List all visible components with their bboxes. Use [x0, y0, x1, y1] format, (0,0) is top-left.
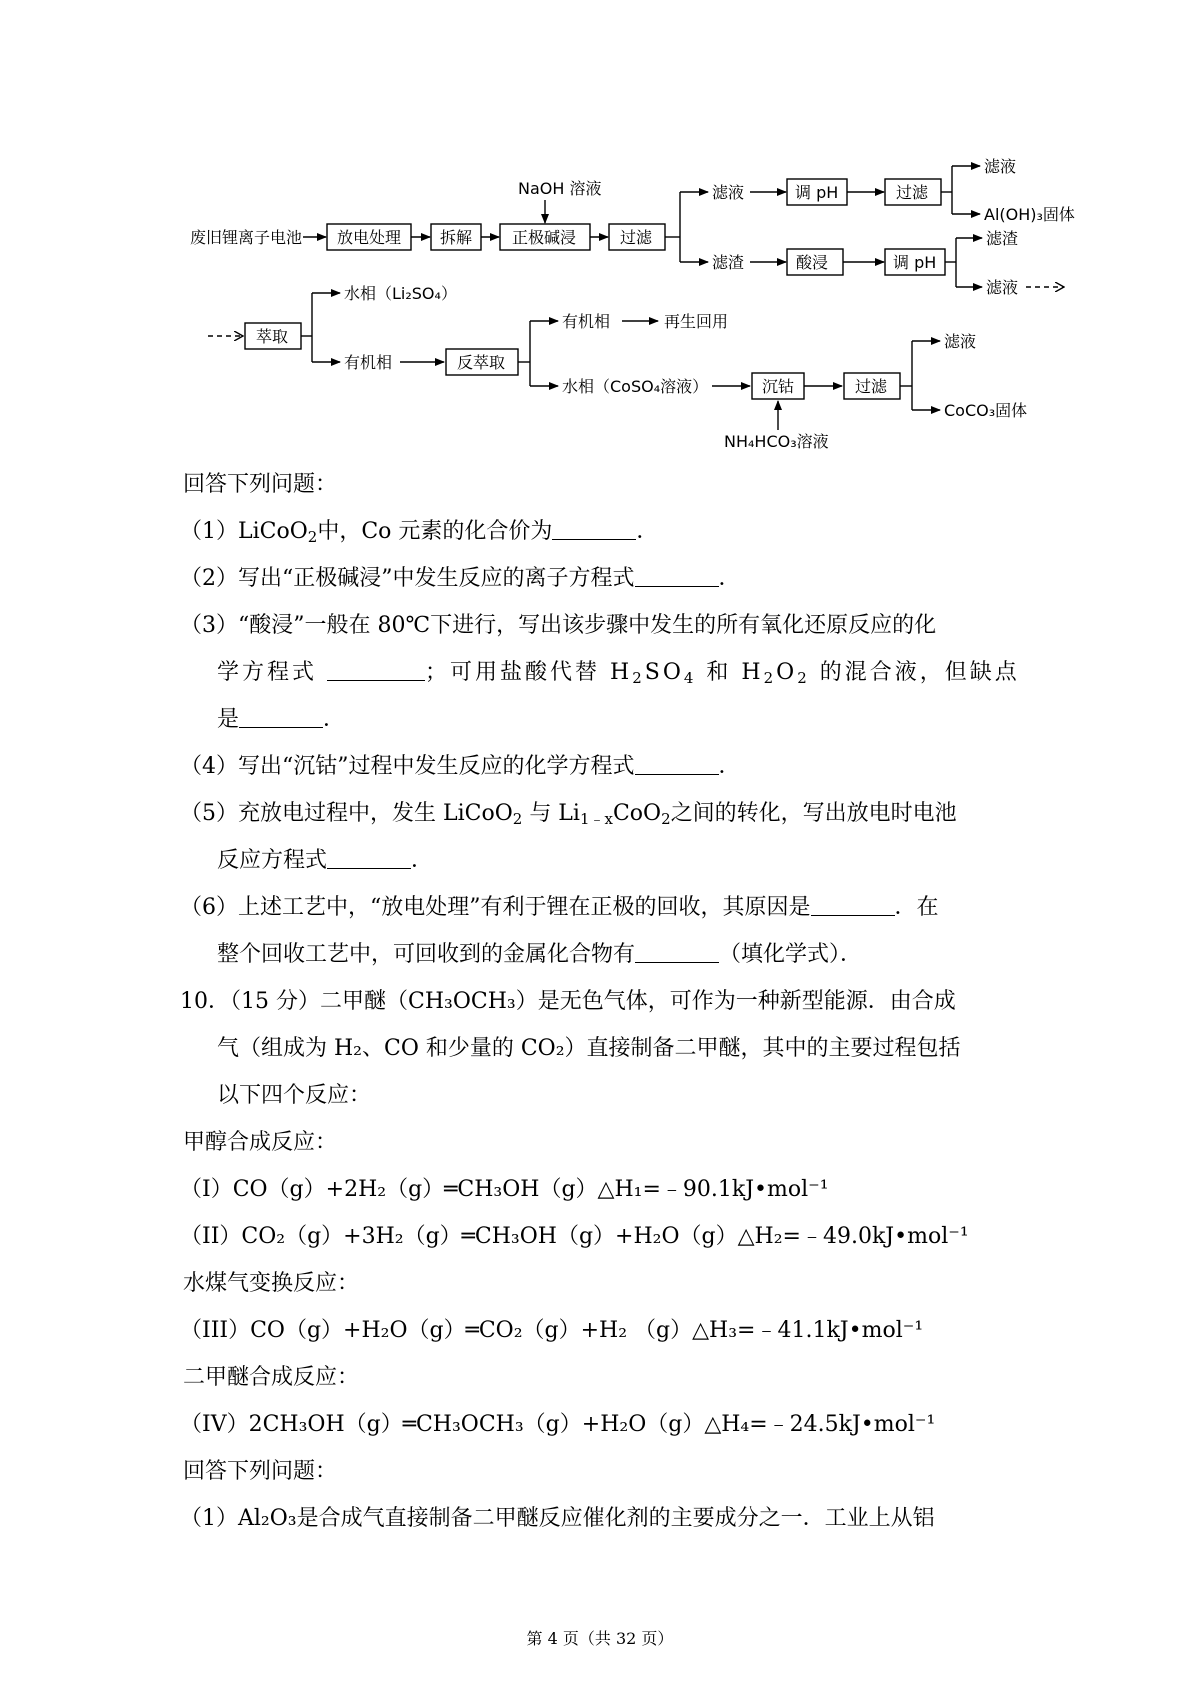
question-5-line2: 反应方程式 ．: [217, 848, 434, 873]
reaction-4: （IV）2CH₃OH（g）═CH₃OCH₃（g）+H₂O（g）△H₄=﹣24.5kJ•mol⁻¹: [180, 1412, 936, 1437]
question-10-line3: 以下四个反应：: [217, 1083, 372, 1108]
flow-naoh: NaOH 溶液: [518, 179, 602, 198]
flow-out-filtrate2: 滤液: [986, 278, 1019, 297]
question-3-line2: 学方程式 ；可用盐酸代替 $H_2SO_4$ 和 $H_2O_2$ 的混合液，但缺点: [217, 660, 1020, 687]
question-10-1: （1）Al₂O₃是合成气直接制备二甲醚反应催化剂的主要成分之一．工业上从铝: [180, 1506, 935, 1531]
flow-precip-co: 沉钴: [762, 377, 795, 396]
flow-out-aloh3: Al(OH)₃固体: [984, 205, 1075, 224]
flow-acid-leach: 酸浸: [796, 253, 829, 272]
answer-blank[interactable]: [635, 754, 719, 775]
dme-title: 二甲醚合成反应：: [183, 1365, 360, 1390]
flow-residue1: 滤渣: [712, 253, 745, 272]
question-10-line1: 10．（15 分）二甲醚（CH₃OCH₃）是无色气体，可作为一种新型能源．由合成: [180, 989, 956, 1014]
question-3-line3: 是 ．: [217, 707, 346, 732]
answer-blank[interactable]: [811, 895, 895, 916]
reaction-3: （III）CO（g）+H₂O（g）═CO₂（g）+H₂ （g）△H₃=﹣41.1kJ•mol⁻¹: [180, 1318, 924, 1343]
flow-step2: 拆解: [440, 228, 473, 247]
flow-adjph2: 调 pH: [893, 253, 937, 272]
flow-nh4hco3: NH₄HCO₃溶液: [724, 432, 829, 451]
question-3-line1: （3）“酸浸”一般在 80℃下进行，写出该步骤中发生的所有氧化还原反应的化: [180, 613, 937, 638]
answer-intro: 回答下列问题：: [183, 472, 338, 497]
flow-aqueous1: 水相（Li₂SO₄）: [344, 284, 457, 303]
flow-out-residue: 滤渣: [986, 229, 1019, 248]
wgs-title: 水煤气变换反应：: [183, 1271, 360, 1296]
answer-blank[interactable]: [552, 519, 636, 540]
flow-out-filtrate3: 滤液: [944, 332, 977, 351]
answer-blank[interactable]: [635, 566, 719, 587]
answer-blank[interactable]: [239, 707, 323, 728]
flow-aqueous2: 水相（CoSO₄溶液）: [562, 377, 709, 396]
question-6-line1: （6）上述工艺中，“放电处理”有利于锂在正极的回收，其原因是 ．在: [180, 895, 939, 920]
flow-out-coco3: CoCO₃固体: [944, 401, 1028, 420]
process-flowchart: [0, 0, 1200, 470]
methanol-title: 甲醇合成反应：: [183, 1130, 338, 1155]
flow-filter2: 过滤: [896, 183, 929, 202]
question-10-line2: 气（组成为 H₂、CO 和少量的 CO₂）直接制备二甲醚，其中的主要过程包括: [217, 1036, 961, 1061]
page-footer: 第 4 页（共 32 页）: [526, 1629, 674, 1648]
answer-blank[interactable]: [327, 848, 411, 869]
flow-recycle: 再生回用: [664, 312, 729, 331]
question-1: （1）LiCoO$_2$中，Co 元素的化合价为 ．: [180, 519, 659, 546]
answer-blank[interactable]: [327, 660, 425, 681]
flow-step3: 正极碱浸: [512, 228, 577, 247]
flow-extract: 萃取: [256, 327, 289, 346]
flow-out-filtrate: 滤液: [984, 157, 1017, 176]
flow-filtrate1: 滤液: [712, 183, 745, 202]
answer-blank[interactable]: [635, 942, 719, 963]
flow-organic1: 有机相: [344, 353, 393, 372]
flow-filter3: 过滤: [855, 377, 888, 396]
flow-adjph1: 调 pH: [795, 183, 839, 202]
question-6-line2: 整个回收工艺中，可回收到的金属化合物有 （填化学式）．: [217, 942, 863, 967]
flow-back-extract: 反萃取: [457, 353, 506, 372]
question-4: （4）写出“沉钴”过程中发生反应的化学方程式 ．: [180, 754, 741, 779]
reaction-1: （I）CO（g）+2H₂（g）═CH₃OH（g）△H₁=﹣90.1kJ•mol⁻¹: [180, 1177, 829, 1202]
question-5-line1: （5）充放电过程中，发生 LiCoO$_2$ 与 $Li_{1﹣x}CoO_2$之间的转化，写出放电时电池: [180, 801, 957, 828]
flow-step1: 放电处理: [337, 228, 402, 247]
flow-start: 废旧锂离子电池: [190, 228, 303, 247]
flow-organic2: 有机相: [562, 312, 611, 331]
answer-intro-2: 回答下列问题：: [183, 1459, 338, 1484]
flow-step4: 过滤: [620, 228, 653, 247]
question-2: （2）写出“正极碱浸”中发生反应的离子方程式 ．: [180, 566, 741, 591]
reaction-2: （II）CO₂（g）+3H₂（g）═CH₃OH（g）+H₂O（g）△H₂=﹣49.0kJ•mol⁻¹: [180, 1224, 969, 1249]
